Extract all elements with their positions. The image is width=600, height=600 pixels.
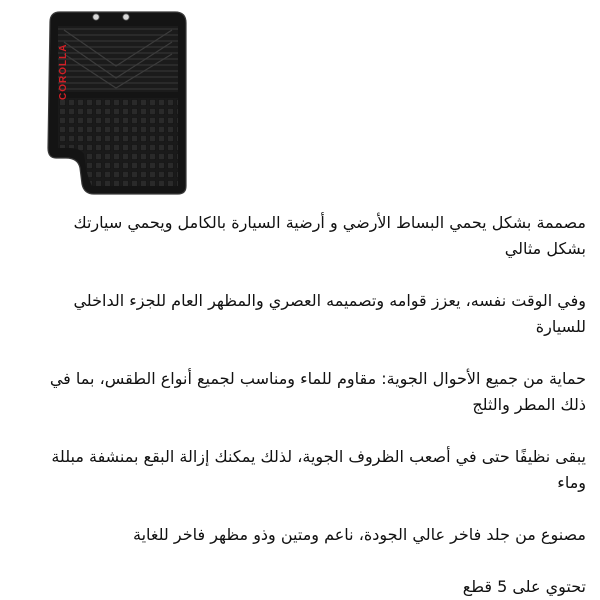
floor-mat-illustration <box>40 8 190 198</box>
feature-style: وفي الوقت نفسه، يعزز قوامه وتصميمه العصري والمظهر العام للجزء الداخلي للسيارة <box>73 291 586 336</box>
mat-upper-ribs <box>58 26 178 92</box>
feature-protection: مصممة بشكل يحمي البساط الأرضي و أرضية السيارة بالكامل ويحمي سيارتك بشكل مثالي <box>73 213 586 258</box>
feature-easy-clean: يبقى نظيفًا حتى في أصعب الظروف الجوية، لذلك يمكنك إزالة البقع بمنشفة مبللة وماء <box>51 447 586 492</box>
mat-grid-area <box>58 98 178 186</box>
mat-clip-right <box>123 14 129 20</box>
feature-weatherproof: حماية من جميع الأحوال الجوية: مقاوم للماء ومناسب لجميع أنواع الطقس، بما في ذلك المطر والثلج <box>49 369 586 414</box>
product-description <box>30 210 586 600</box>
mat-logo-text: COROLLA <box>58 43 69 100</box>
feature-pieces: تحتوي على 5 قطع <box>462 577 586 596</box>
feature-material: مصنوع من جلد فاخر عالي الجودة، ناعم ومتين وذو مظهر فاخر للغاية <box>133 525 586 544</box>
car-floor-mat-image <box>40 8 190 198</box>
mat-clip-left <box>93 14 99 20</box>
